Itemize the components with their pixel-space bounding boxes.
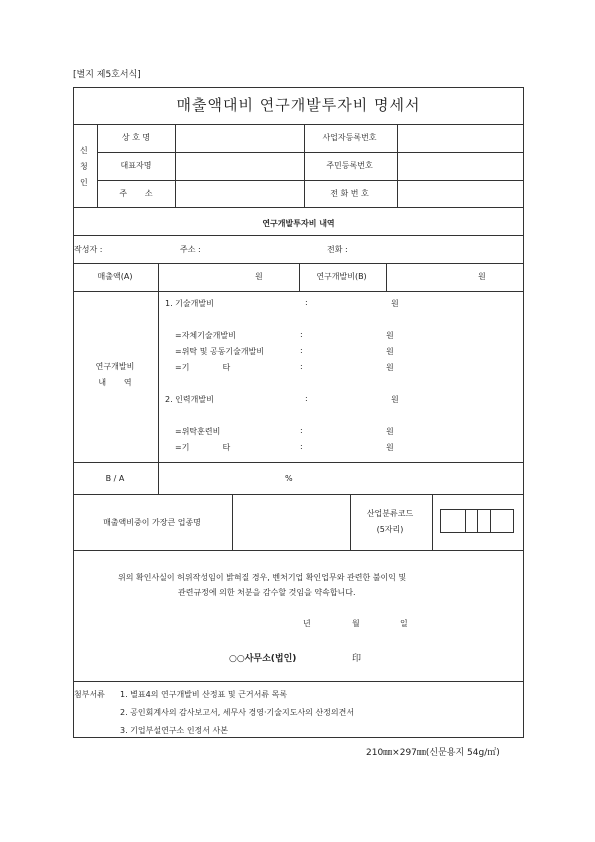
main-business-label: 매출액비중이 가장큰 업종명 bbox=[103, 518, 201, 527]
writer-label: 작성자 : bbox=[74, 245, 103, 254]
date-year-label: 년 bbox=[303, 619, 311, 628]
divider bbox=[74, 291, 523, 292]
sales-label: 매출액(A) bbox=[97, 272, 133, 281]
rd-unit: 원 bbox=[478, 272, 486, 281]
detail-item-label: =기 타 bbox=[175, 443, 231, 452]
divider bbox=[490, 510, 491, 532]
office-name: ○○사무소(법인) bbox=[229, 654, 297, 664]
divider bbox=[432, 494, 433, 550]
detail-item-colon: : bbox=[305, 298, 308, 307]
divider bbox=[74, 681, 523, 682]
ratio-unit: % bbox=[285, 474, 293, 483]
detail-item-label: =위탁 및 공동기술개발비 bbox=[175, 347, 265, 356]
divider bbox=[74, 462, 523, 463]
representative-label: 대표자명 bbox=[120, 161, 152, 170]
address-label: 주 소 bbox=[119, 189, 153, 198]
declaration-text: 위의 확인사실이 허위작성임이 밝혀질 경우, 벤처기업 확인업무와 관련한 불이익 및 bbox=[118, 573, 407, 582]
industry-code-boxes[interactable] bbox=[440, 509, 514, 533]
attachments-label: 첨부서류 bbox=[74, 690, 105, 699]
detail-item-unit: 원 bbox=[391, 395, 399, 404]
resident-reg-field[interactable] bbox=[397, 152, 523, 179]
date-month-label: 월 bbox=[352, 619, 360, 628]
date-day-label: 일 bbox=[400, 619, 408, 628]
main-business-field[interactable] bbox=[232, 494, 348, 548]
phone-label: 전 화 번 호 bbox=[330, 189, 369, 198]
page-title: 매출액대비 연구개발투자비 명세서 bbox=[176, 96, 421, 114]
applicant-side-label: 청 bbox=[80, 162, 88, 171]
company-name-label: 상 호 명 bbox=[121, 133, 151, 142]
detail-item-unit: 원 bbox=[391, 299, 399, 308]
detail-item-colon: : bbox=[300, 346, 303, 355]
writer-address-label: 주소 : bbox=[180, 245, 201, 254]
sales-unit: 원 bbox=[255, 272, 263, 281]
divider bbox=[74, 207, 523, 208]
rd-label: 연구개발비(B) bbox=[316, 272, 367, 281]
rd-detail-label: 연구개발비 bbox=[95, 362, 135, 371]
resident-reg-label: 주민등록번호 bbox=[326, 161, 373, 170]
business-reg-field[interactable] bbox=[397, 124, 523, 151]
detail-item-label: =자체기술개발비 bbox=[175, 331, 236, 340]
attachment-item: 1. 별표4의 연구개발비 산정표 및 근거서류 목록 bbox=[120, 690, 288, 699]
detail-item-colon: : bbox=[300, 362, 303, 371]
seal-mark: 印 bbox=[352, 654, 362, 664]
form-number-label: [별지 제5호서식] bbox=[73, 70, 141, 80]
business-reg-label: 사업자등록번호 bbox=[322, 133, 377, 142]
divider bbox=[477, 510, 478, 532]
ratio-label: B / A bbox=[105, 474, 125, 483]
detail-item-unit: 원 bbox=[386, 363, 394, 372]
applicant-side-label: 신 bbox=[80, 146, 88, 155]
divider bbox=[465, 510, 466, 532]
declaration-text: 관련규정에 의한 처분을 감수할 것임을 약속합니다. bbox=[178, 588, 356, 597]
address-field[interactable] bbox=[175, 180, 303, 206]
attachment-item: 3. 기업부설연구소 인정서 사본 bbox=[120, 726, 228, 735]
detail-item-label: =기 타 bbox=[175, 363, 231, 372]
detail-item-colon: : bbox=[300, 442, 303, 451]
section-title: 연구개발투자비 내역 bbox=[262, 219, 335, 228]
writer-phone-label: 전화 : bbox=[327, 245, 348, 254]
detail-item-unit: 원 bbox=[386, 347, 394, 356]
detail-item-label: 1. 기술개발비 bbox=[165, 299, 214, 308]
detail-item-unit: 원 bbox=[386, 443, 394, 452]
detail-item-unit: 원 bbox=[386, 331, 394, 340]
representative-field[interactable] bbox=[175, 152, 303, 179]
industry-code-label: 산업분류코드 bbox=[366, 509, 414, 518]
detail-item-unit: 원 bbox=[386, 427, 394, 436]
divider bbox=[74, 235, 523, 236]
divider bbox=[74, 550, 523, 551]
detail-item-label: 2. 인력개발비 bbox=[165, 395, 214, 404]
industry-code-label: (5자리) bbox=[376, 525, 404, 534]
company-name-field[interactable] bbox=[175, 124, 303, 151]
detail-item-label: =위탁훈련비 bbox=[175, 427, 221, 436]
attachment-item: 2. 공인회계사의 감사보고서, 세무사 경영·기술지도사의 산정의견서 bbox=[120, 708, 355, 717]
phone-field[interactable] bbox=[397, 180, 523, 206]
detail-item-colon: : bbox=[300, 330, 303, 339]
detail-item-colon: : bbox=[305, 394, 308, 403]
divider bbox=[158, 263, 159, 494]
divider bbox=[386, 263, 387, 291]
divider bbox=[350, 494, 351, 550]
applicant-side-label: 인 bbox=[80, 178, 88, 187]
rd-detail-label: 내 역 bbox=[98, 378, 132, 387]
detail-item-colon: : bbox=[300, 426, 303, 435]
paper-spec: 210㎜×297㎜(신문용지 54g/㎡) bbox=[366, 748, 500, 758]
